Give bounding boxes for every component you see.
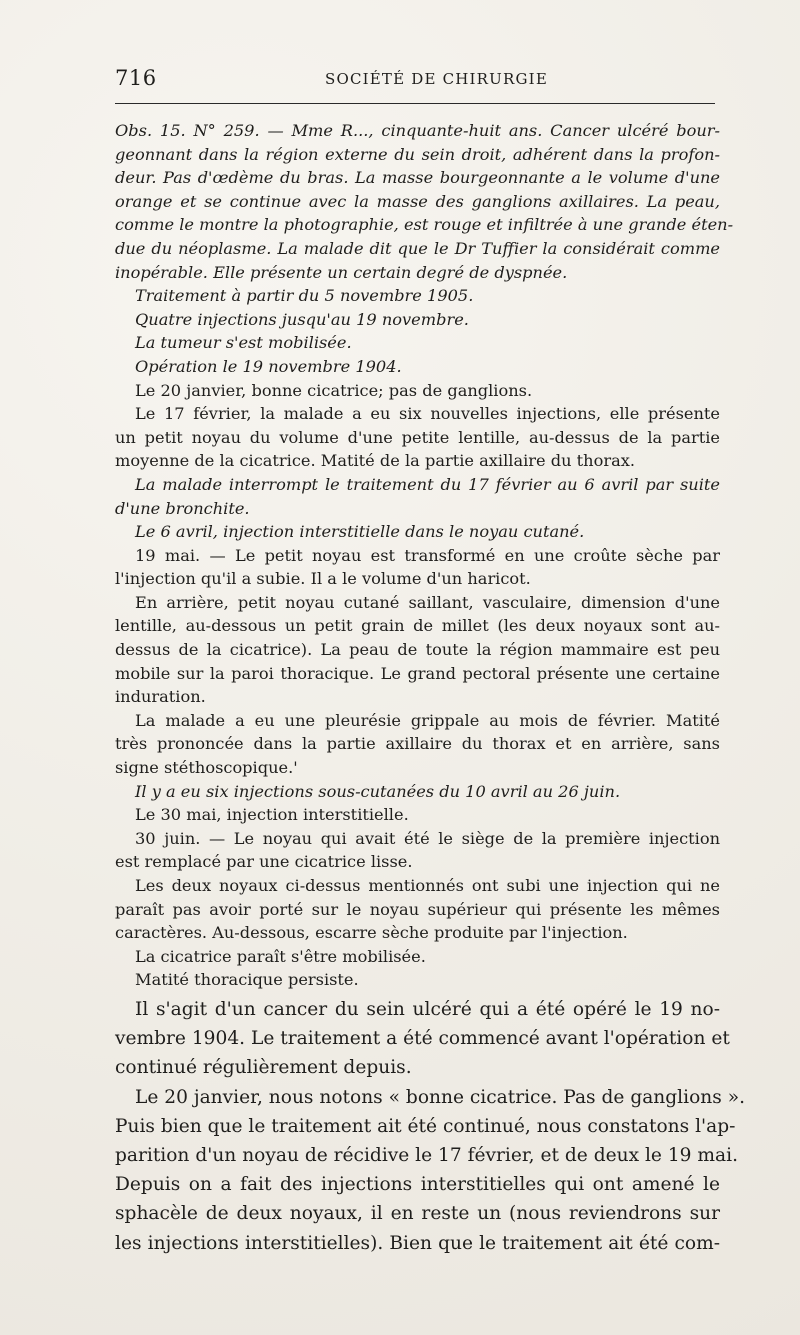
observation-line: orange et se continue avec la masse des ganglions axillaires. La peau,	[115, 191, 720, 211]
discussion-line: continué régulièrement depuis.	[115, 1057, 412, 1079]
observation-block	[115, 119, 734, 992]
observation-line: est remplacé par une cicatrice lisse.	[115, 852, 413, 872]
observation-line: Opération le 19 novembre 1904.	[135, 356, 402, 376]
observation-line: 30 juin. — Le noyau qui avait été le siège de la première injection	[135, 828, 720, 848]
discussion-line: Depuis on a fait des injections interstitielles qui ont amené le	[115, 1174, 720, 1196]
discussion-line: les injections interstitielles). Bien que le traitement ait été com-	[115, 1232, 720, 1254]
page-header	[115, 66, 715, 94]
observation-line: La malade a eu une pleurésie grippale au mois de février. Matité	[135, 710, 720, 730]
observation-line: En arrière, petit noyau cutané saillant, vasculaire, dimension d'une	[135, 592, 720, 612]
header-rule	[115, 103, 715, 104]
page-number: 716	[115, 66, 157, 90]
observation-line: signe stéthoscopique.'	[115, 758, 298, 778]
observation-line: deur. Pas d'œdème du bras. La masse bourgeonnante a le volume d'une	[115, 168, 720, 188]
discussion-block	[115, 995, 745, 1258]
observation-line: très prononcée dans la partie axillaire du thorax et en arrière, sans	[115, 734, 720, 754]
observation-line: due du néoplasme. La malade dit que le Dr Tuffier la considérait comme	[115, 238, 720, 258]
observation-line: inopérable. Elle présente un certain degré de dyspnée.	[115, 262, 568, 282]
running-head: SOCIÉTÉ DE CHIRURGIE	[325, 70, 548, 88]
observation-line: lentille, au-dessous un petit grain de millet (les deux noyaux sont au-	[115, 616, 720, 636]
observation-line: paraît pas avoir porté sur le noyau supérieur qui présente les mêmes	[115, 899, 720, 919]
discussion-line: Le 20 janvier, nous notons « bonne cicatrice. Pas de ganglions ».	[135, 1086, 745, 1108]
observation-line: Les deux noyaux ci-dessus mentionnés ont subi une injection qui ne	[135, 876, 720, 895]
observation-line: dessus de la cicatrice). La peau de toute la région mammaire est peu	[115, 640, 720, 660]
observation-line: Le 17 février, la malade a eu six nouvelles injections, elle présente	[135, 404, 720, 424]
observation-line: Le 6 avril, injection interstitielle dans le noyau cutané.	[135, 522, 585, 542]
observation-line: un petit noyau du volume d'une petite lentille, au-dessus de la partie	[115, 427, 720, 447]
observation-line: La malade interrompt le traitement du 17 février au 6 avril par suite	[135, 474, 720, 494]
discussion-line: Il s'agit d'un cancer du sein ulcéré qui a été opéré le 19 no-	[135, 999, 720, 1020]
observation-line: Obs. 15. N° 259. — Mme R..., cinquante-huit ans. Cancer ulcéré bour-	[115, 121, 720, 140]
observation-line: Quatre injections jusqu'au 19 novembre.	[135, 309, 469, 329]
observation-line: Traitement à partir du 5 novembre 1905.	[135, 286, 474, 306]
observation-line: geonnant dans la région externe du sein droit, adhérent dans la profon-	[115, 144, 720, 164]
observation-line: La tumeur s'est mobilisée.	[135, 333, 352, 353]
observation-line: moyenne de la cicatrice. Matité de la partie axillaire du thorax.	[115, 451, 636, 471]
observation-line: Le 30 mai, injection interstitielle.	[135, 805, 409, 825]
discussion-line: Puis bien que le traitement ait été continué, nous constatons l'ap-	[115, 1115, 736, 1137]
discussion-line: vembre 1904. Le traitement a été commencé avant l'opération et	[115, 1028, 730, 1050]
discussion-line: parition d'un noyau de récidive le 17 février, et de deux le 19 mai.	[115, 1144, 738, 1166]
observation-line: l'injection qu'il a subie. Il a le volume d'un haricot.	[115, 569, 531, 589]
observation-line: comme le montre la photographie, est rouge et infiltrée à une grande éten-	[115, 215, 734, 235]
observation-line: Le 20 janvier, bonne cicatrice; pas de ganglions.	[135, 380, 533, 400]
observation-line: Il y a eu six injections sous-cutanées du 10 avril au 26 juin.	[135, 781, 621, 801]
observation-line: induration.	[115, 687, 206, 707]
observation-line: Matité thoracique persiste.	[135, 970, 359, 990]
discussion-line: sphacèle de deux noyaux, il en reste un (nous reviendrons sur	[115, 1203, 720, 1225]
observation-line: 19 mai. — Le petit noyau est transformé en une croûte sèche par	[135, 545, 720, 565]
observation-line: mobile sur la paroi thoracique. Le grand pectoral présente une certaine	[115, 663, 720, 683]
observation-line: La cicatrice paraît s'être mobilisée.	[135, 946, 426, 966]
observation-line: d'une bronchite.	[115, 498, 250, 518]
observation-line: caractères. Au-dessous, escarre sèche produite par l'injection.	[115, 923, 628, 943]
